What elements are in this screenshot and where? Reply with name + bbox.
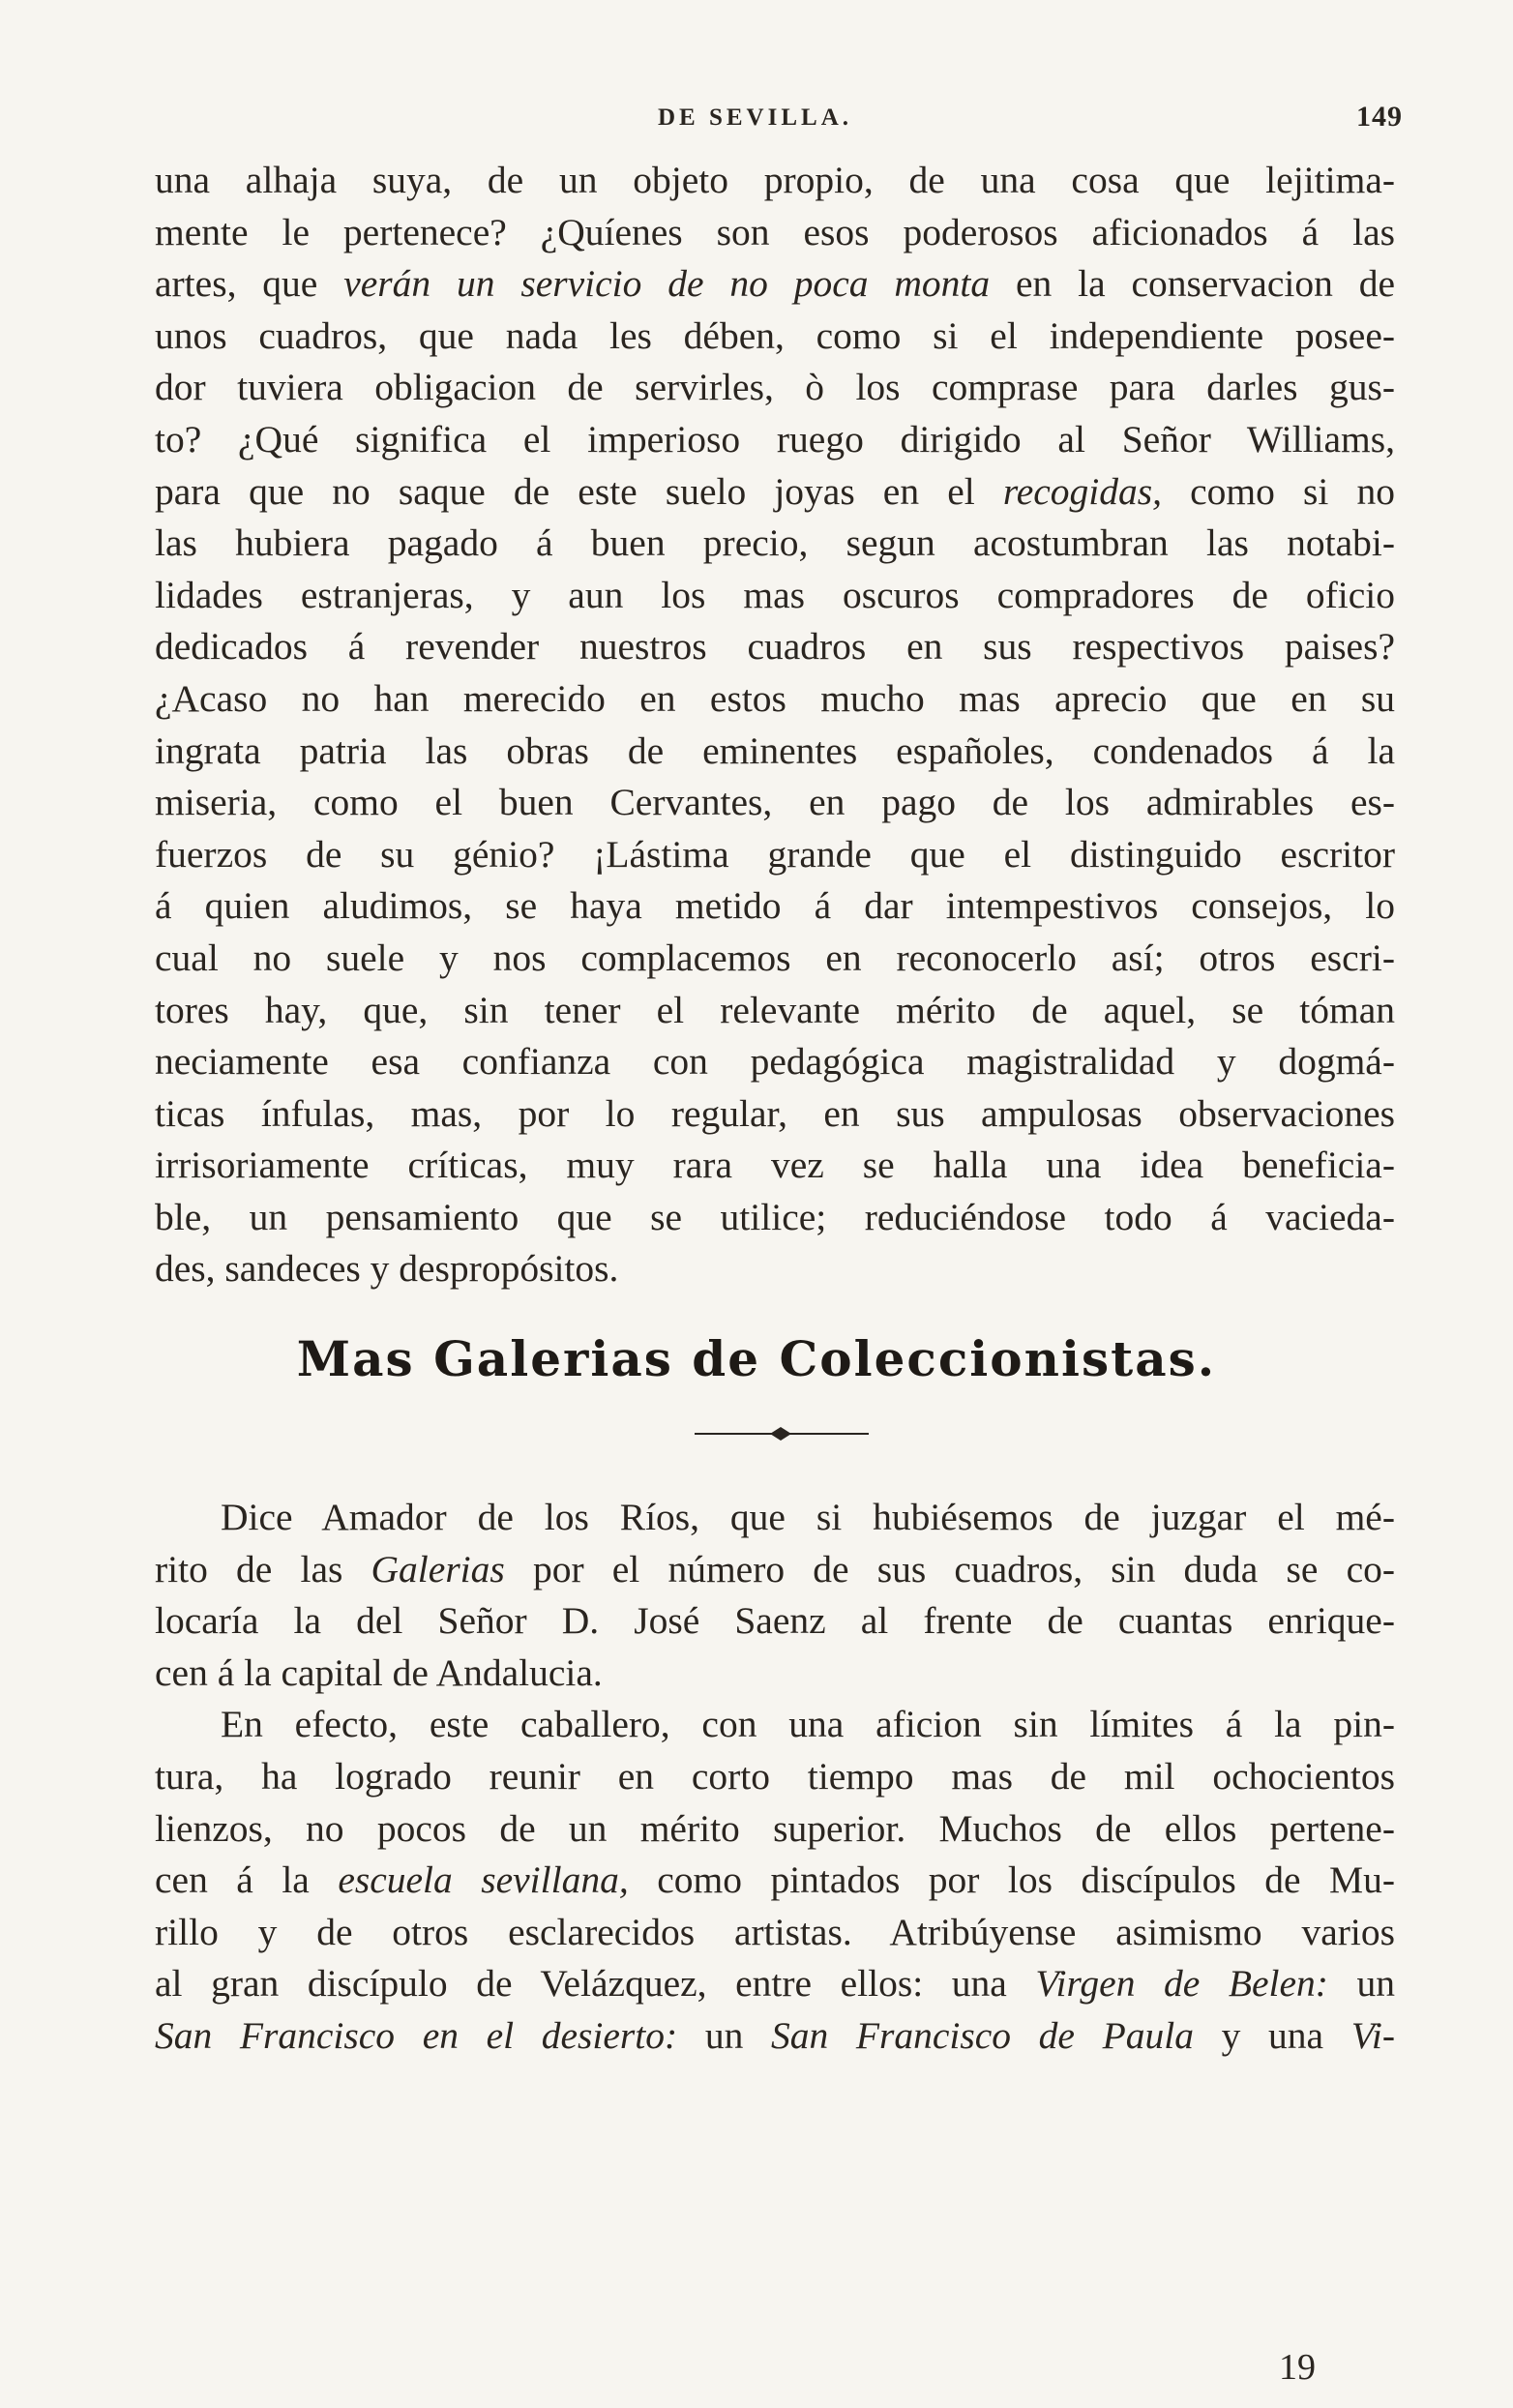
text-line: des, sandeces y despropósitos. [155, 1247, 619, 1291]
paragraph-3 [155, 1699, 1395, 2062]
text-line: dor tuviera obligacion de servirles, ò los comprase para darles gus- [155, 366, 1395, 409]
text-line: ticas ínfulas, mas, por lo regular, en sus ampulosas observaciones [155, 1091, 1395, 1135]
text-line: irrisoriamente críticas, muy rara vez se halla una idea beneficia- [155, 1144, 1395, 1187]
text-line: miseria, como el buen Cervantes, en pago de los admirables es- [155, 781, 1395, 824]
italic-text: verán un servicio de no poca monta [343, 262, 991, 306]
text-line: para que no saque de este suelo joyas en el recogidas, como si no [155, 469, 1395, 513]
rule-ornament-icon [770, 1427, 791, 1441]
text-line: tura, ha logrado reunir en corto tiempo mas de mil ochocientos [155, 1754, 1395, 1798]
text-line: las hubiera pagado á buen precio, segun acostumbran las notabi- [155, 521, 1395, 565]
text-line: cen á la escuela sevillana, como pintados por los discípulos de Mu- [155, 1858, 1395, 1902]
text-line: rillo y de otros esclarecidos artistas. Atribúyense asimismo varios [155, 1910, 1395, 1953]
ornamental-rule [695, 1432, 869, 1436]
text-line: al gran discípulo de Velázquez, entre ellos: una Virgen de Belen: un [155, 1962, 1396, 2006]
page-number: 149 [1356, 101, 1403, 133]
paragraph-2 [155, 1492, 1395, 1699]
italic-text: recogidas, [1002, 469, 1163, 513]
paragraph-1 [155, 155, 1395, 1295]
running-head [155, 101, 1403, 143]
section-heading: Mas Galerias de Coleccionistas. [296, 1330, 1217, 1387]
text-line: ingrata patria las obras de eminentes españoles, condenados á la [155, 728, 1395, 772]
text-line: dedicados á revender nuestros cuadros en sus respectivos paises? [155, 625, 1395, 669]
text-line: neciamente esa confianza con pedagógica magistralidad y dogmá- [155, 1040, 1395, 1084]
text-line: locaría la del Señor D. José Saenz al frente de cuantas enrique- [155, 1599, 1395, 1643]
text-line: á quien aludimos, se haya metido á dar intempestivos consejos, lo [155, 884, 1395, 928]
text-line: lidades estranjeras, y aun los mas oscuros compradores de oficio [155, 573, 1395, 616]
text-line: artes, que verán un servicio de no poca monta en la conservacion de [155, 262, 1395, 306]
italic-text: Virgen de Belen: [1035, 1962, 1328, 2006]
text-line: cen á la capital de Andalucia. [155, 1650, 603, 1694]
text-line: San Francisco en el desierto: un San Francisco de Paula y una Vi- [155, 2013, 1396, 2057]
text-line: una alhaja suya, de un objeto propio, de una cosa que lejitima- [155, 159, 1395, 201]
text-line: En efecto, este caballero, con una aficion sin límites á la pin- [221, 1703, 1395, 1746]
italic-text: escuela sevillana, [338, 1858, 629, 1902]
paragraphs-2-3 [155, 1492, 1395, 2063]
italic-text: San Francisco de Paula [770, 2013, 1194, 2057]
italic-text: Vi- [1350, 2013, 1396, 2057]
text-line: Dice Amador de los Ríos, que si hubiésemos de juzgar el mé- [221, 1496, 1395, 1538]
signature-mark: 19 [1279, 2347, 1316, 2388]
italic-text: Galerias [371, 1547, 505, 1590]
text-line: ¿Acaso no han merecido en estos mucho mas aprecio que en su [155, 676, 1395, 720]
running-head-title: DE SEVILLA. [658, 104, 852, 131]
text-line: tores hay, que, sin tener el relevante mérito de aquel, se tóman [155, 988, 1395, 1031]
text-line: to? ¿Qué significa el imperioso ruego dirigido al Señor Williams, [155, 417, 1395, 461]
text-line: unos cuadros, que nada les dében, como si el independiente posee- [155, 313, 1395, 357]
text-line: lienzos, no pocos de un mérito superior. Muchos de ellos pertene- [155, 1806, 1395, 1850]
text-line: fuerzos de su génio? ¡Lástima grande que el distinguido escritor [155, 832, 1395, 876]
text-line: mente le pertenece? ¿Quíenes son esos poderosos aficionados á las [155, 210, 1395, 253]
text-line: cual no suele y nos complacemos en reconocerlo así; otros escri- [155, 936, 1395, 979]
text-line: ble, un pensamiento que se utilice; reduciéndose todo á vacieda- [155, 1195, 1395, 1238]
text-line: rito de las Galerias por el número de sus cuadros, sin duda se co- [155, 1547, 1396, 1590]
italic-text: San Francisco en el desierto: [155, 2013, 678, 2057]
